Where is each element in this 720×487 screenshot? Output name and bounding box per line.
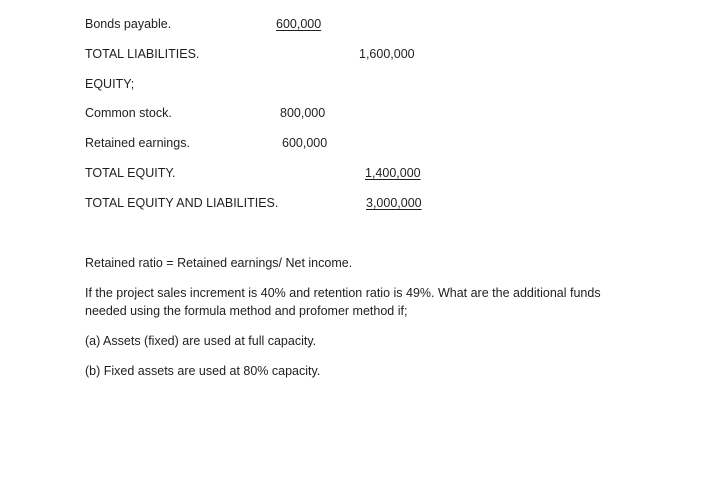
value-common-stock: 800,000 [280, 106, 326, 120]
value-total-equity-and-liabilities: 3,000,000 [366, 196, 422, 210]
retained-ratio-formula: Retained ratio = Retained earnings/ Net income. [85, 256, 353, 270]
row-label-common-stock: Common stock. [85, 106, 172, 120]
option-a: (a) Assets (fixed) are used at full capacity. [85, 334, 317, 348]
row-label-total-liabilities: TOTAL LIABILITIES. [85, 47, 200, 61]
value-bonds-payable: 600,000 [276, 17, 322, 31]
value-retained-earnings: 600,000 [282, 136, 328, 150]
row-label-total-equity: TOTAL EQUITY. [85, 166, 176, 180]
value-total-equity: 1,400,000 [365, 166, 421, 180]
section-heading-equity: EQUITY; [85, 77, 135, 91]
question-text: If the project sales increment is 40% and retention ratio is 49%. What are the additional funds needed using the formula method and profomer method if; [85, 286, 601, 318]
option-b: (b) Fixed assets are used at 80% capacity. [85, 364, 321, 378]
value-total-liabilities: 1,600,000 [359, 47, 415, 61]
row-label-total-equity-and-liabilities: TOTAL EQUITY AND LIABILITIES. [85, 196, 279, 210]
row-label-retained-earnings: Retained earnings. [85, 136, 190, 150]
row-label-bonds-payable: Bonds payable. [85, 17, 172, 31]
